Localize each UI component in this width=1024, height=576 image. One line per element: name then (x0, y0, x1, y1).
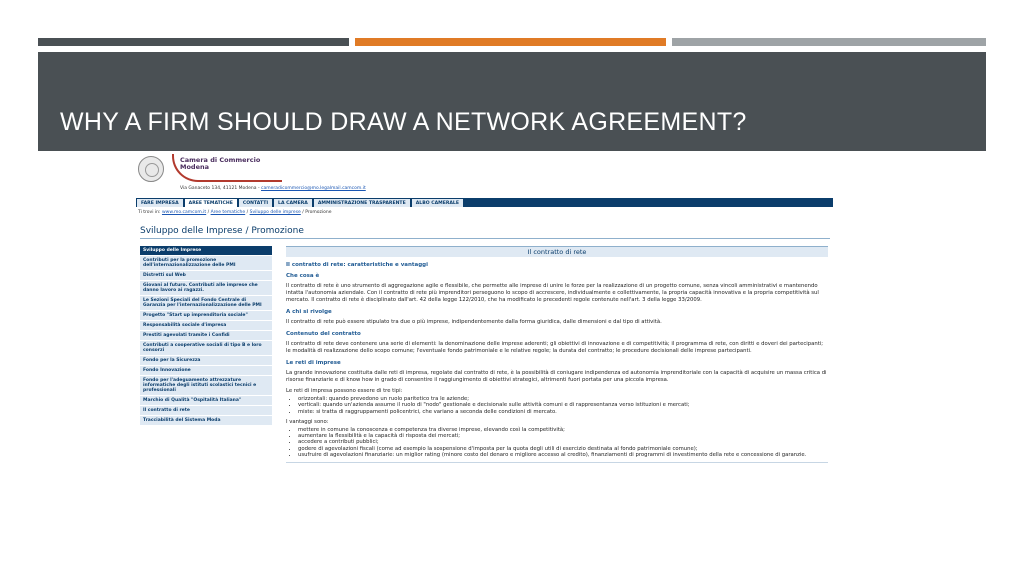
breadcrumb-separator: / (207, 210, 210, 215)
nav-tab[interactable]: AMMINISTRAZIONE TRASPARENTE (314, 198, 410, 207)
chamber-logo[interactable] (172, 154, 292, 184)
list-item: • orizzontali: quando prevedono un ruolo paritetico tra le aziende; (298, 396, 828, 402)
section-title: Sviluppo delle Imprese / Promozione (140, 226, 304, 236)
breadcrumb-current: Promozione (305, 210, 332, 215)
sidebar-item[interactable]: Fondo per l'adeguamento attrezzature informatiche degli istituti scolastici tecnici e professionali (140, 376, 272, 396)
list-item: • mettere in comune la conoscenza e competenza tra diverse imprese, elevando così la competitività; (298, 427, 828, 433)
article (286, 246, 828, 463)
sidebar-item[interactable]: Fondo per la Sicurezza (140, 356, 272, 366)
article-paragraph: Il contratto di rete deve contenere una serie di elementi: la denominazione delle imprese aderenti; gli obiettivi di innovazione e di competitività; il programma di rete, con diritti e doveri dei partecipanti; le modalità di realizzazione dello scopo comune; l'eventuale fondo patrimoniale e le relative regole; la durata del contratto; le procedure decisionali delle imprese partecipanti. (286, 341, 824, 354)
sidebar-item[interactable]: Responsabilità sociale d'impresa (140, 321, 272, 331)
article-footer-divider (286, 462, 828, 463)
breadcrumb-prefix: Ti trovi in: (138, 210, 161, 215)
advantages-list (286, 427, 828, 458)
sidebar-item[interactable]: Marchio di Qualità "Ospitalità Italiana" (140, 396, 272, 406)
breadcrumb-separator: / (246, 210, 249, 215)
article-paragraph: Le reti di impresa possono essere di tre tipi: (286, 388, 403, 394)
breadcrumb-link-sviluppo[interactable]: Sviluppo delle imprese (249, 210, 301, 215)
address-text: Via Ganaceto 134, 41121 Modena - (180, 186, 260, 191)
breadcrumb-link-aree[interactable]: Aree tematiche (210, 210, 246, 215)
nav-tab[interactable]: LA CAMERA (274, 198, 312, 207)
sidebar (140, 246, 272, 426)
nav-tab[interactable]: ALBO CAMERALE (412, 198, 463, 207)
list-item: • usufruire di agevolazioni finanziarie: un miglior rating (minore costo del denaro e migliore accesso al credito), finanziamenti di programmi di investimento della rete e concessione di garanzie. (298, 452, 828, 458)
list-item: • godere di agevolazioni fiscali (come ad esempio la sospensione d'imposta per la quota degli utili di esercizio destinata al fondo patrimoniale comune); (298, 446, 828, 452)
main-nav (136, 198, 833, 207)
nav-tab[interactable]: FARE IMPRESA (137, 198, 183, 207)
article-heading-who: A chi si rivolge (286, 309, 332, 315)
article-heading-content: Contenuto del contratto (286, 331, 361, 337)
list-item: • miste: si tratta di raggruppamenti policentrici, che variano a seconda delle condizioni di mercato. (298, 409, 828, 415)
accent-bar-dark (38, 38, 349, 46)
sidebar-item[interactable]: Distretti sul Web (140, 271, 272, 281)
nav-tab[interactable]: AREE TEMATICHE (185, 198, 237, 207)
sidebar-item[interactable]: Le Sezioni Speciali del Fondo Centrale di Garanzia per l'internazionalizzazione delle PMI (140, 296, 272, 311)
article-paragraph: I vantaggi sono: (286, 418, 329, 425)
section-divider (140, 238, 830, 239)
breadcrumb-link-home[interactable]: www.mo.camcom.it (161, 210, 207, 215)
address-email-link[interactable]: cameradicommercio@mo.legalmail.camcom.it (261, 186, 366, 191)
network-types-list (286, 396, 828, 415)
top-accent-bars (38, 38, 986, 46)
logo-line-1: Camera di Commercio (180, 156, 261, 164)
sidebar-item[interactable]: Il contratto di rete (140, 406, 272, 416)
sidebar-item[interactable]: Contributi per la promozione dell'internazionalizzazione delle PMI (140, 256, 272, 271)
sidebar-item[interactable]: Fondo Innovazione (140, 366, 272, 376)
sidebar-item[interactable]: Contributi a cooperative sociali di tipo B e loro consorzi (140, 341, 272, 356)
slide-title: WHY A FIRM SHOULD DRAW A NETWORK AGREEMENT? (60, 108, 747, 136)
list-item: • aumentare la flessibilità e la capacità di risposta dei mercati; (298, 433, 828, 439)
title-band (38, 52, 986, 151)
seal-icon (138, 156, 164, 182)
article-intro-heading: Il contratto di rete: caratteristiche e vantaggi (286, 262, 429, 268)
breadcrumb (138, 210, 331, 215)
sidebar-item[interactable]: Tracciabilità del Sistema Moda (140, 416, 272, 426)
article-heading-what: Che cosa è (286, 273, 320, 279)
article-paragraph: La grande innovazione costituita dalle reti di impresa, regolate dal contratto di rete, è la possibilità di coniugare indipendenza ed autonomia imprenditoriale con la capacità di acquisire un massa critica di risorse finanziarie e di know how in grado di consentire il raggiungimento di obiettivi strategici, altrimenti fuori portata per una piccola impresa. (286, 370, 827, 383)
list-item: • verticali: quando un'azienda assume il ruolo di "nodo" gestionale e decisionale sulle attività comuni e di rappresentanza verso istituzioni e mercati; (298, 402, 828, 408)
article-heading-networks: Le reti di imprese (286, 360, 341, 366)
list-item: • accedere a contributi pubblici; (298, 439, 828, 445)
sidebar-item[interactable]: Sviluppo delle Imprese (140, 246, 272, 256)
website-screenshot (136, 151, 833, 561)
article-paragraph: Il contratto di rete è uno strumento di aggregazione agile e flessibile, che permette alle imprese di unire le forze per la realizzazione di un progetto comune, senza vincoli amministrativi e mantenendo intatta l'autonomia aziendale. Con il contratto di rete più imprenditori perseguono lo scopo di accrescere, individualmente e collettivamente, la propria capacità innovativa e la propria competitività sul mercato. Il contratto di rete è disciplinato dall'art. 42 della legge 122/2010, che ha modificato le precedenti regole contenute nell'art. 3 della legge 33/2009. (286, 283, 819, 303)
nav-tab[interactable]: CONTATTI (239, 198, 272, 207)
accent-bar-gray (672, 38, 986, 46)
logo-line-2: Modena (180, 163, 210, 171)
article-paragraph: Il contratto di rete può essere stipulato tra due o più imprese, indipendentemente dalla forma giuridica, dalle dimensioni e dal tipo di attività. (286, 319, 662, 325)
breadcrumb-separator: / (302, 210, 304, 215)
site-address (180, 186, 366, 191)
sidebar-item[interactable]: Progetto "Start up imprenditoria sociale" (140, 311, 272, 321)
sidebar-item[interactable]: Prestiti agevolati tramite i Confidi (140, 331, 272, 341)
site-header (136, 154, 292, 184)
article-header: Il contratto di rete (286, 246, 828, 257)
sidebar-item[interactable]: Giovani al futuro. Contributi alle imprese che danno lavoro ai ragazzi. (140, 281, 272, 296)
accent-bar-orange (355, 38, 666, 46)
